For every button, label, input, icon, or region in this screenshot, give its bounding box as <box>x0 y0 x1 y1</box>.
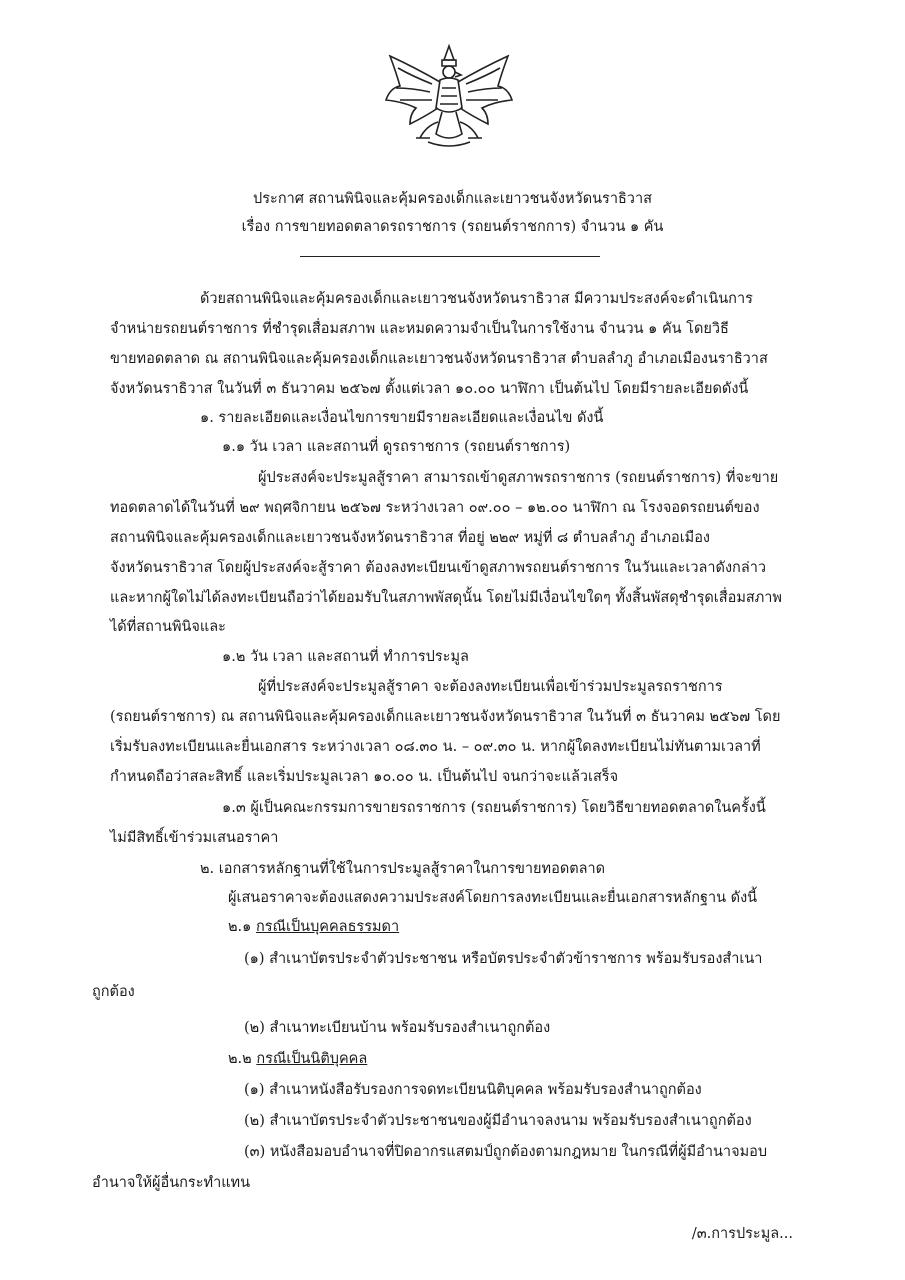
section-2-1-item-1: (๑) สำเนาบัตรประจำตัวประชาชน หรือบัตรประจำตัวข้าราชการ พร้อมรับรองสำเนา <box>244 951 763 967</box>
garuda-emblem-icon <box>376 42 522 150</box>
section-2-2-item-2: (๒) สำเนาบัตรประจำตัวประชาชนของผู้มีอำนาจลงนาม พร้อมรับรองสำเนาถูกต้อง <box>244 1113 752 1129</box>
section-2-2-number: ๒.๒ <box>228 1051 252 1067</box>
announcement-title: ประกาศ สถานพินิจและคุ้มครองเด็กและเยาวชนจังหวัดนราธิวาส <box>253 191 652 207</box>
section-2-heading: ๒. เอกสารหลักฐานที่ใช้ในการประมูลสู้ราคาในการขายทอดตลาด <box>200 861 606 877</box>
section-1-1-line-6: ได้ที่สถานพินิจและ <box>110 619 226 635</box>
section-2-1-number: ๒.๑ <box>228 919 252 935</box>
section-2-2-item-3-cont: อำนาจให้ผู้อื่นกระทำแทน <box>92 1175 251 1191</box>
section-1-3-line-1: ๑.๓ ผู้เป็นคณะกรรมการขายรถราชการ (รถยนต์ราชการ) โดยวิธีขายทอดตลาดในครั้งนี้ <box>222 800 766 816</box>
section-1-heading: ๑. รายละเอียดและเงื่อนไขการขายมีรายละเอียดและเงื่อนไข ดังนี้ <box>200 410 604 426</box>
section-1-2-line-1: ผู้ที่ประสงค์จะประมูลสู้ราคา จะต้องลงทะเบียนเพื่อเข้าร่วมประมูลรถราชการ <box>258 679 723 695</box>
section-1-2-heading: ๑.๒ วัน เวลา และสถานที่ ทำการประมูล <box>222 649 469 665</box>
section-2-2-label: กรณีเป็นนิติบุคคล <box>256 1051 368 1067</box>
section-1-1-line-1: ผู้ประสงค์จะประมูลสู้ราคา สามารถเข้าดูสภาพรถราชการ (รถยนต์ราชการ) ที่จะขาย <box>258 470 779 486</box>
section-1-1-line-4: จังหวัดนราธิวาส โดยผู้ประสงค์จะสู้ราคา ต้องลงทะเบียนเข้าดูสภาพรถยนต์ราชการ ในวันและเวลาดังกล่าว <box>110 560 766 576</box>
section-1-1-line-3: สถานพินิจและคุ้มครองเด็กและเยาวชนจังหวัดนราธิวาส ที่อยู่ ๒๒๙ หมู่ที่ ๘ ตำบลลำภู อำเภอเมือง <box>110 530 711 546</box>
title-divider <box>300 256 600 257</box>
section-2-1-item-2: (๒) สำเนาทะเบียนบ้าน พร้อมรับรองสำเนาถูกต้อง <box>244 1020 551 1036</box>
section-1-2-line-2: (รถยนต์ราชการ) ณ สถานพินิจและคุ้มครองเด็กและเยาวชนจังหวัดนราธิวาส ในวันที่ ๓ ธันวาคม ๒๕๖๗ โดย <box>110 709 781 725</box>
section-1-2-line-3: เริ่มรับลงทะเบียนและยื่นเอกสาร ระหว่างเวลา ๐๘.๓๐ น. – ๐๙.๓๐ น. หากผู้ใดลงทะเบียนไม่ทันตามเวลาที่ <box>110 739 761 755</box>
continued-marker: /๓.การประมูล... <box>691 1226 793 1242</box>
section-2-2-item-3: (๓) หนังสือมอบอำนาจที่ปิดอากรแสตมป์ถูกต้องตามกฎหมาย ในกรณีที่ผู้มีอำนาจมอบ <box>244 1144 768 1160</box>
section-2-1-heading <box>228 920 399 935</box>
section-1-1-line-5: และหากผู้ใดไม่ได้ลงทะเบียนถือว่าได้ยอมรับในสภาพพัสดุนั้น โดยไม่มีเงื่อนไขใดๆ ทั้งสิ้นพัสดุชำรุดเสื่อมสภาพ <box>110 590 782 606</box>
intro-line-4: จังหวัดนราธิวาส ในวันที่ ๓ ธันวาคม ๒๕๖๗ ตั้งแต่เวลา ๑๐.๐๐ นาฬิกา เป็นต้นไป โดยมีรายละเอียดดังนี้ <box>110 381 749 397</box>
intro-line-1: ด้วยสถานพินิจและคุ้มครองเด็กและเยาวชนจังหวัดนราธิวาส มีความประสงค์จะดำเนินการ <box>200 291 753 307</box>
announcement-subject: เรื่อง การขายทอดตลาดรถราชการ (รถยนต์ราชกการ) จำนวน ๑ คัน <box>241 219 664 235</box>
intro-line-3: ขายทอดตลาด ณ สถานพินิจและคุ้มครองเด็กและเยาวชนจังหวัดนราธิวาส ตำบลลำภู อำเภอเมืองนราธิวาส <box>110 351 768 367</box>
section-2-1-label: กรณีเป็นบุคคลธรรมดา <box>255 919 400 935</box>
section-1-2-line-4: กำหนดถือว่าสละสิทธิ์ และเริ่มประมูลเวลา ๑๐.๐๐ น. เป็นต้นไป จนกว่าจะแล้วเสร็จ <box>110 769 619 785</box>
section-1-1-heading: ๑.๑ วัน เวลา และสถานที่ ดูรถราชการ (รถยนต์ราชการ) <box>222 439 571 455</box>
intro-line-2: จำหน่ายรถยนต์ราชการ ที่ชำรุดเสื่อมสภาพ และหมดความจำเป็นในการใช้งาน จำนวน ๑ คัน โดยวิธี <box>110 321 729 337</box>
section-2-1-item-1-cont: ถูกต้อง <box>92 984 135 1000</box>
section-2-intro: ผู้เสนอราคาจะต้องแสดงความประสงค์โดยการลงทะเบียนและยื่นเอกสารหลักฐาน ดังนี้ <box>228 890 758 906</box>
section-1-1-line-2: ทอดตลาดได้ในวันที่ ๒๙ พฤศจิกายน ๒๕๖๗ ระหว่างเวลา ๐๙.๐๐ – ๑๒.๐๐ นาฬิกา ณ โรงจอดรถยนต์ของ <box>110 500 760 516</box>
section-1-3-line-2: ไม่มีสิทธิ์เข้าร่วมเสนอราคา <box>110 830 279 846</box>
section-2-2-item-1: (๑) สำเนาหนังสือรับรองการจดทะเบียนนิติบุคคล พร้อมรับรองสำนาถูกต้อง <box>244 1082 702 1098</box>
section-2-2-heading <box>228 1052 367 1067</box>
